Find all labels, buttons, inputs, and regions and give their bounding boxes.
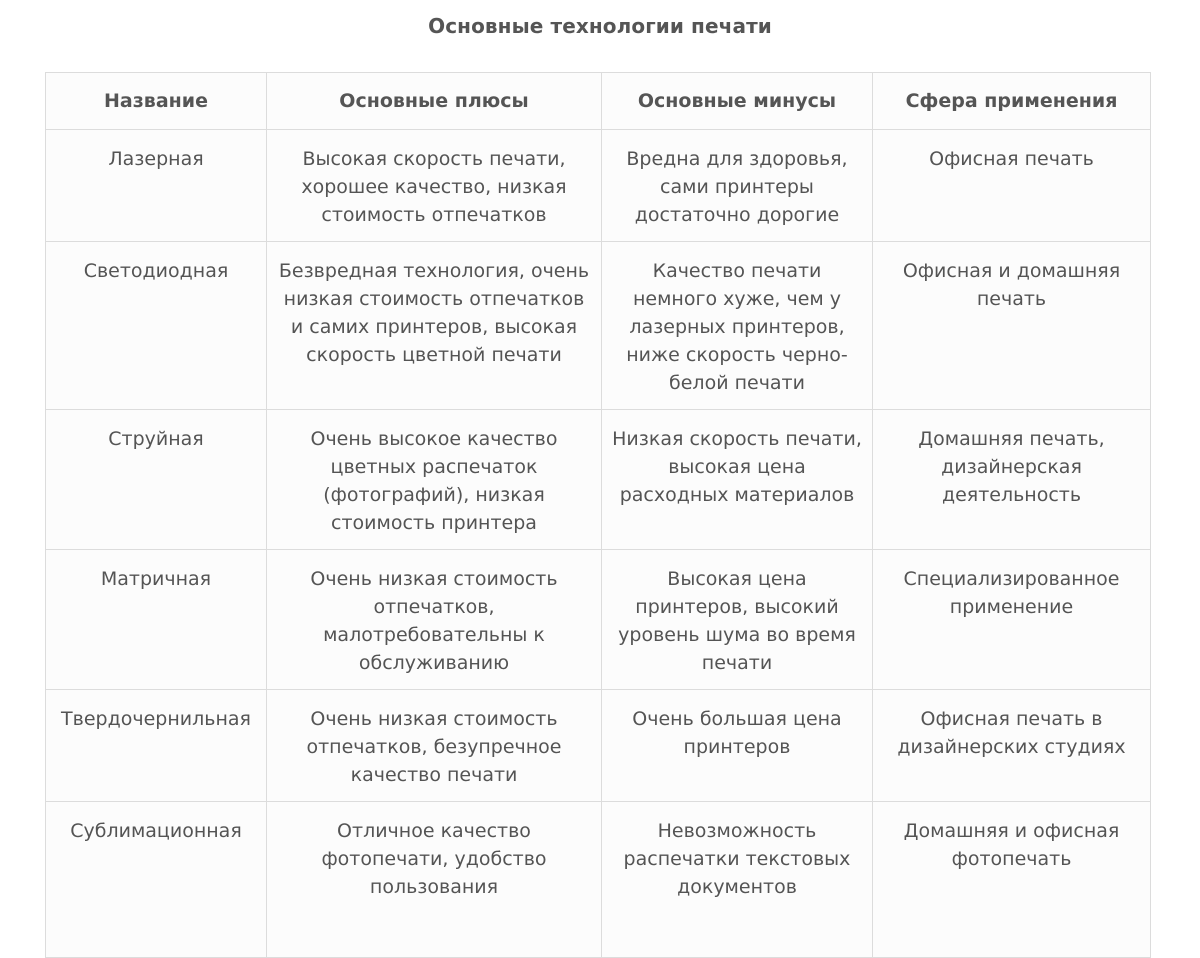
cell-name: Лазерная	[46, 130, 267, 242]
cell-cons: Качество печати немного хуже, чем у лазерных принтеров, ниже скорость черно-белой печати	[602, 242, 873, 410]
column-header-scope: Сфера применения	[873, 73, 1151, 130]
cell-cons: Низкая скорость печати, высокая цена расходных материалов	[602, 410, 873, 550]
cell-pros: Высокая скорость печати, хорошее качество, низкая стоимость отпечатков	[267, 130, 602, 242]
cell-scope: Офисная печать	[873, 130, 1151, 242]
printing-technologies-table	[45, 72, 1151, 958]
cell-cons: Высокая цена принтеров, высокий уровень шума во время печати	[602, 550, 873, 690]
cell-scope: Домашняя и офисная фотопечать	[873, 802, 1151, 958]
cell-pros: Очень низкая стоимость отпечатков, малотребовательны к обслуживанию	[267, 550, 602, 690]
cell-cons: Вредна для здоровья, сами принтеры достаточно дорогие	[602, 130, 873, 242]
table-body	[46, 130, 1151, 958]
cell-pros: Очень низкая стоимость отпечатков, безупречное качество печати	[267, 690, 602, 802]
cell-scope: Специализированное применение	[873, 550, 1151, 690]
column-header-cons: Основные минусы	[602, 73, 873, 130]
column-header-name: Название	[46, 73, 267, 130]
cell-name: Матричная	[46, 550, 267, 690]
table-row	[46, 550, 1151, 690]
cell-name: Струйная	[46, 410, 267, 550]
cell-name: Сублимационная	[46, 802, 267, 958]
table-row	[46, 130, 1151, 242]
table-row	[46, 242, 1151, 410]
cell-pros: Отличное качество фотопечати, удобство пользования	[267, 802, 602, 958]
cell-name: Твердочернильная	[46, 690, 267, 802]
table-row	[46, 410, 1151, 550]
table-row	[46, 690, 1151, 802]
column-header-pros: Основные плюсы	[267, 73, 602, 130]
cell-scope: Офисная печать в дизайнерских студиях	[873, 690, 1151, 802]
cell-cons: Невозможность распечатки текстовых документов	[602, 802, 873, 958]
cell-scope: Домашняя печать, дизайнерская деятельность	[873, 410, 1151, 550]
header-row	[46, 73, 1151, 130]
cell-cons: Очень большая цена принтеров	[602, 690, 873, 802]
table-row	[46, 802, 1151, 958]
cell-scope: Офисная и домашняя печать	[873, 242, 1151, 410]
cell-pros: Безвредная технология, очень низкая стоимость отпечатков и самих принтеров, высокая скорость цветной печати	[267, 242, 602, 410]
page-title: Основные технологии печати	[428, 14, 772, 38]
cell-name: Светодиодная	[46, 242, 267, 410]
cell-pros: Очень высокое качество цветных распечаток (фотографий), низкая стоимость принтера	[267, 410, 602, 550]
table-header	[46, 73, 1151, 130]
